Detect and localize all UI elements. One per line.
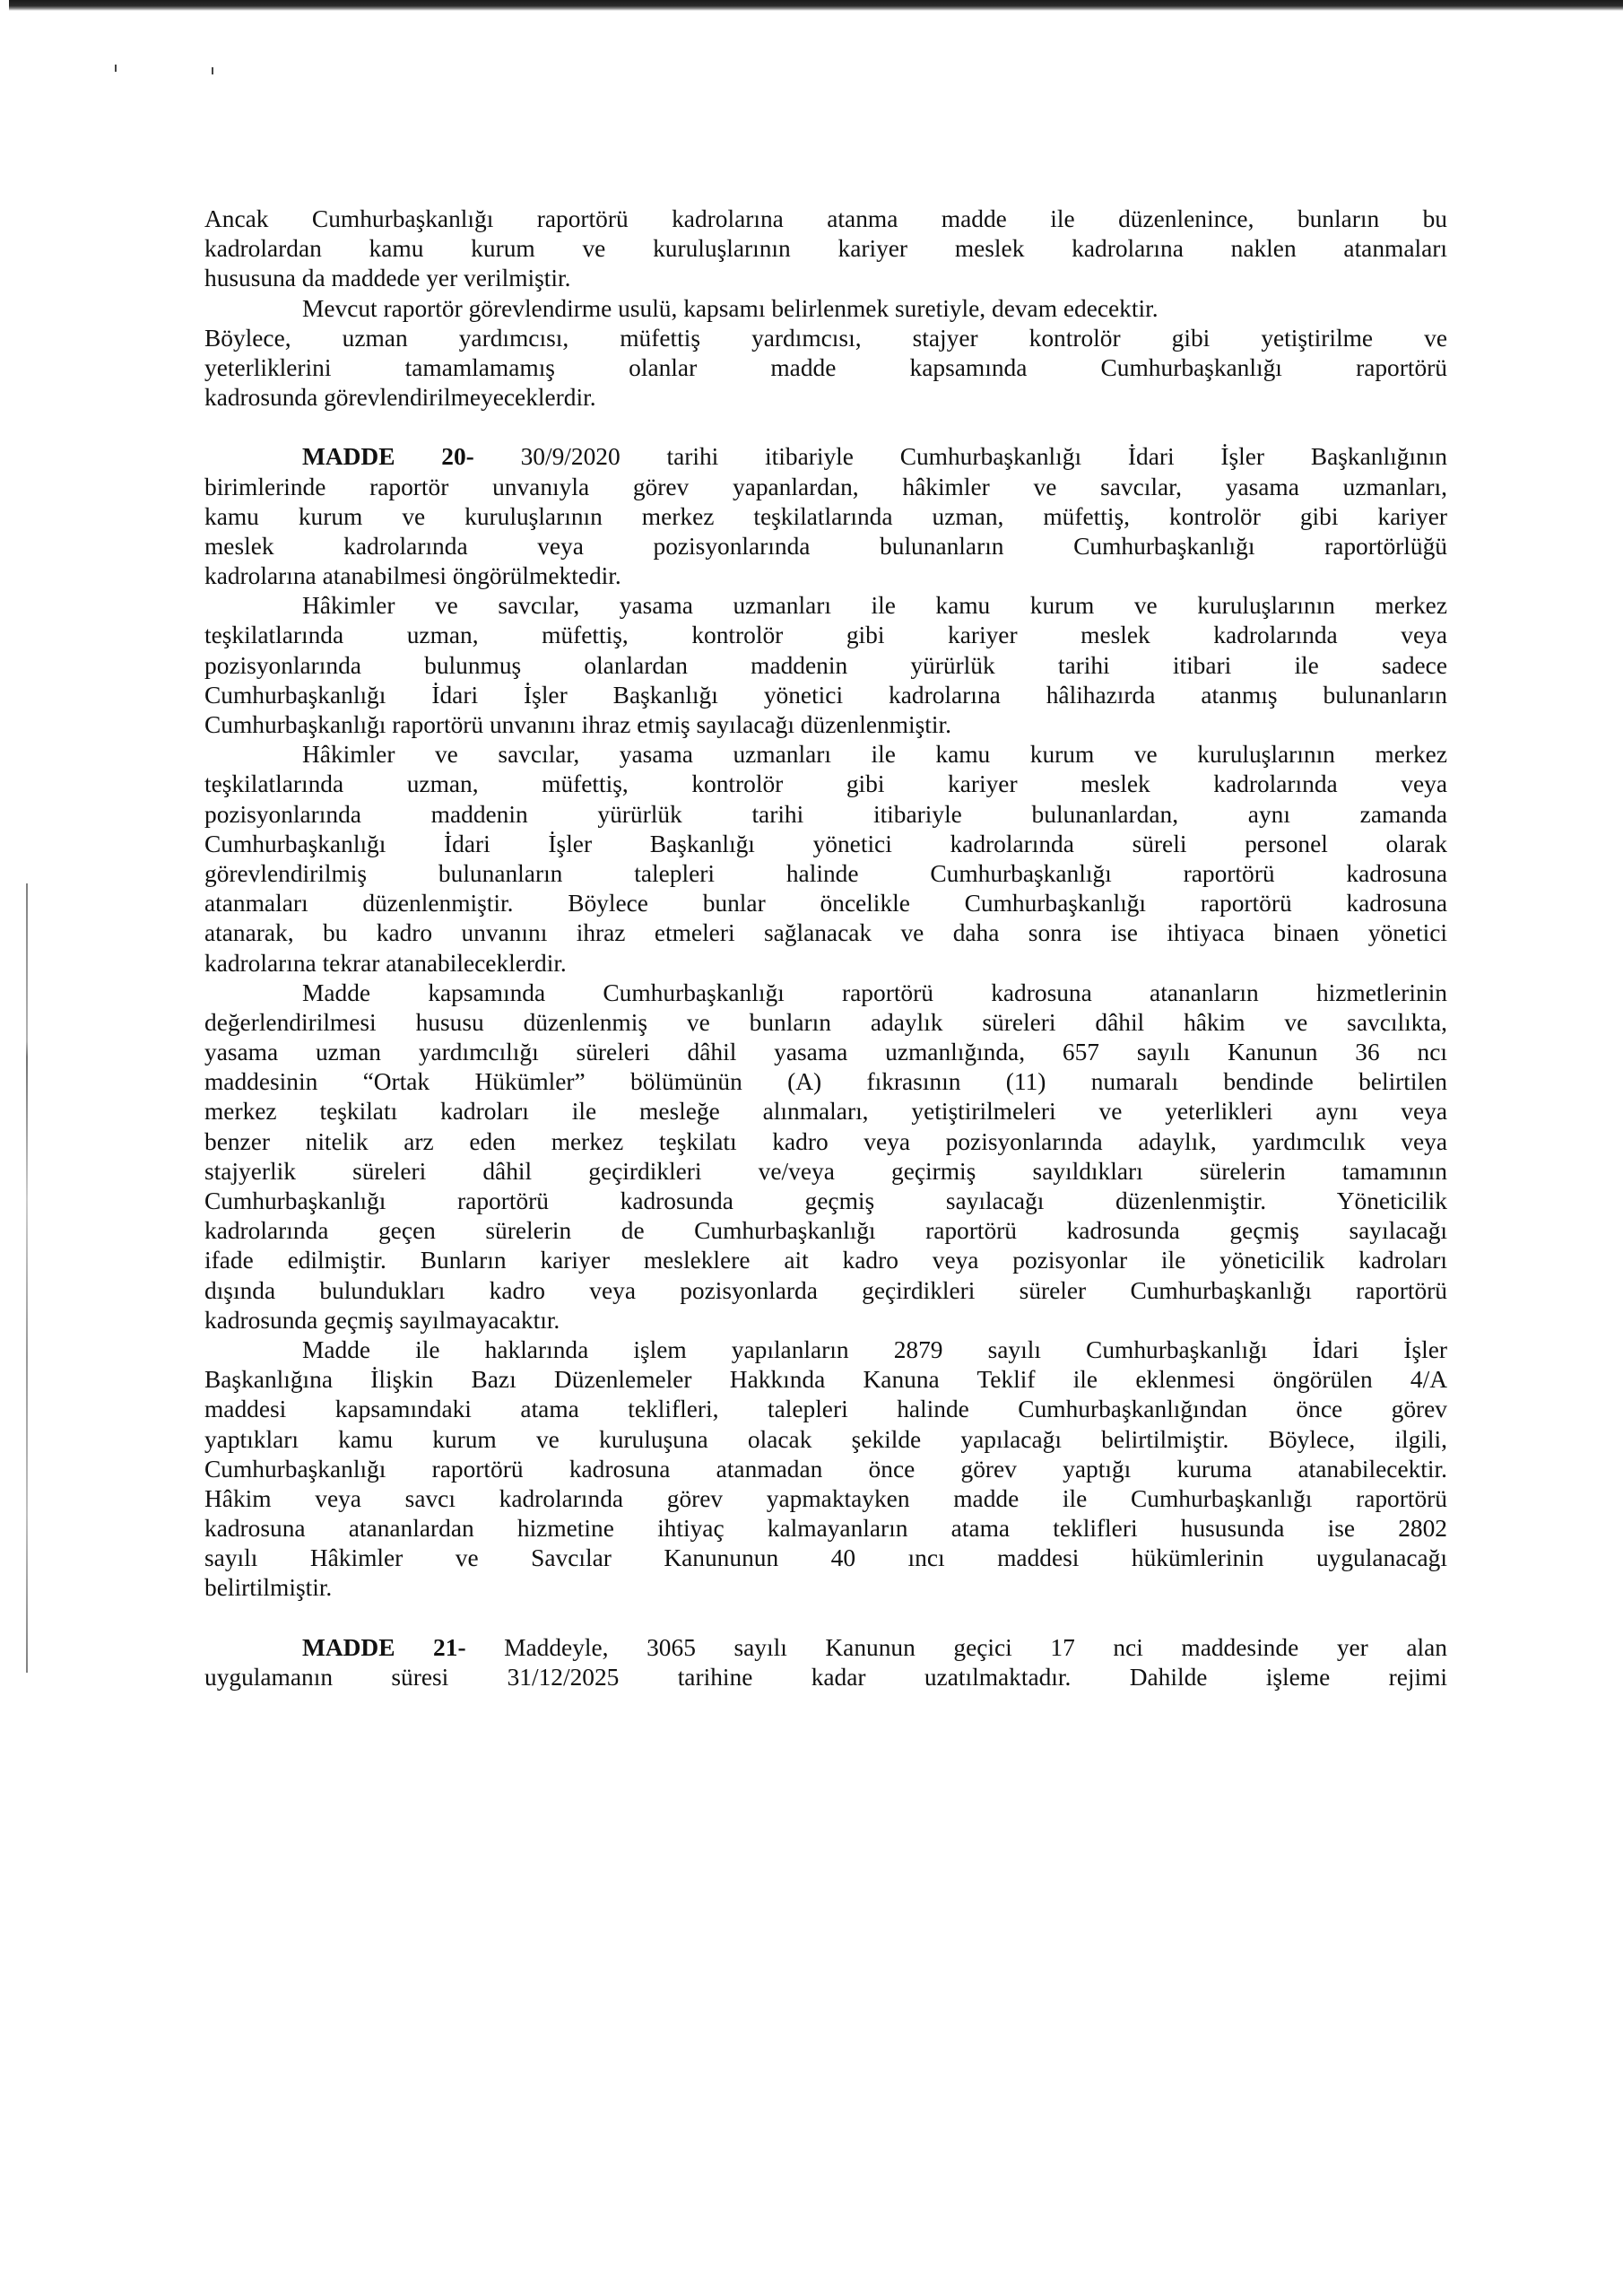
scan-speck: [115, 65, 117, 72]
text-line: Ancak Cumhurbaşkanlığı raportörü kadrolarına atanma madde ile düzenlenince, bunların bu: [204, 205, 1447, 232]
article-heading: MADDE 20-: [302, 443, 474, 471]
text-line: kamu kurum ve kuruluşlarının merkez teşkilatlarında uzman, müfettiş, kontrolör gibi kariyer: [204, 502, 1447, 530]
text-line: teşkilatlarında uzman, müfettiş, kontrolör gibi kariyer meslek kadrolarında veya: [204, 622, 1447, 649]
text-line: Cumhurbaşkanlığı raportörü unvanını ihraz etmiş sayılacağı düzenlenmiştir.: [204, 711, 951, 738]
text-line: dışında bulundukları kadro veya pozisyonlarda geçirdikleri süreler Cumhurbaşkanlığı raportörü: [204, 1276, 1447, 1304]
paragraph-hakimler-sureli-personel: [204, 740, 1447, 978]
paragraph-raportor-kadro-nakil: [204, 204, 1447, 294]
text-line: Cumhurbaşkanlığı raportörü kadrosunda geçmiş sayılacağı düzenlenmiştir. Yöneticilik: [204, 1187, 1447, 1214]
text-line: kadrolarına atanabilmesi öngörülmektedir.: [204, 562, 621, 590]
paragraph-mevcut-raportor: [204, 294, 1447, 324]
text-line: Hâkimler ve savcılar, yasama uzmanları ile kamu kurum ve kuruluşlarının merkez: [302, 592, 1447, 620]
paragraph-atama-teklifleri: [204, 1335, 1447, 1604]
text-line: Cumhurbaşkanlığı İdari İşler Başkanlığı yönetici kadrolarında süreli personel olarak: [204, 830, 1447, 857]
section-gap: [204, 1604, 1447, 1633]
text-line: kadrosuna atananlardan hizmetine ihtiyaç kalmayanların atama teklifleri hususunda ise 2802: [204, 1515, 1447, 1543]
text-line: atanarak, bu kadro unvanını ihraz etmeleri sağlanacak ve daha sonra ise ihtiyaca binaen yönetici: [204, 919, 1447, 947]
text-line: görevlendirilmiş bulunanların talepleri halinde Cumhurbaşkanlığı raportörü kadrosuna: [204, 859, 1447, 887]
paragraph-boylece-uzman-yardimcisi: [204, 324, 1447, 413]
text-line: yasama uzman yardımcılığı süreleri dâhil yasama uzmanlığında, 657 sayılı Kanunun 36 ncı: [204, 1039, 1447, 1066]
text-line: merkez teşkilatı kadroları ile mesleğe alınmaları, yetiştirilmeleri ve yeterlikleri aynı veya: [204, 1098, 1447, 1126]
article-20: [204, 442, 1447, 591]
document-page: [204, 204, 1447, 1692]
scan-speck: [212, 67, 213, 74]
text-line: kadrosunda geçmiş sayılmayacaktır.: [204, 1306, 560, 1334]
text-line: yaptıkları kamu kurum ve kuruluşuna olacak şekilde yapılacağı belirtilmiştir. Böylece, ilgili,: [204, 1425, 1447, 1453]
text-line: yeterliklerini tamamlamamış olanlar madde kapsamında Cumhurbaşkanlığı raportörü: [204, 353, 1447, 381]
text-line: Başkanlığına İlişkin Bazı Düzenlemeler Hakkında Kanuna Teklif ile eklenmesi öngörülen 4/A: [204, 1366, 1447, 1394]
text-line: uygulamanın süresi 31/12/2025 tarihine kadar uzatılmaktadır. Dahilde işleme rejimi: [204, 1663, 1447, 1691]
text-line: teşkilatlarında uzman, müfettiş, kontrolör gibi kariyer meslek kadrolarında veya: [204, 770, 1447, 798]
text-line: meslek kadrolarında veya pozisyonlarında bulunanların Cumhurbaşkanlığı raportörlüğü: [204, 532, 1447, 560]
text-line: sayılı Hâkimler ve Savcılar Kanununun 40 ıncı maddesi hükümlerinin uygulanacağı: [204, 1544, 1447, 1572]
text-line: Böylece, uzman yardımcısı, müfettiş yardımcısı, stajyer kontrolör gibi yetiştirilme ve: [204, 324, 1447, 352]
text-line: Cumhurbaşkanlığı raportörü kadrosuna atanmadan önce görev yaptığı kuruma atanabilecektir.: [204, 1455, 1447, 1483]
scan-edge-shadow: [9, 0, 1623, 11]
scan-margin-line: [26, 883, 28, 1673]
text-line: kadrosunda görevlendirilmeyeceklerdir.: [204, 384, 596, 412]
text-line: kadrolarında geçen sürelerin de Cumhurbaşkanlığı raportörü kadrosunda geçmiş sayılacağı: [204, 1217, 1447, 1245]
text-line: benzer nitelik arz eden merkez teşkilatı kadro veya pozisyonlarında adaylık, yardımcılık veya: [204, 1127, 1447, 1155]
text-line: Madde ile haklarında işlem yapılanların 2879 sayılı Cumhurbaşkanlığı İdari İşler: [302, 1335, 1447, 1363]
text-run: 30/9/2020 tarihi itibariyle Cumhurbaşkanlığı İdari İşler Başkanlığının: [473, 443, 1448, 471]
text-line: atanmaları düzenlenmiştir. Böylece bunlar öncelikle Cumhurbaşkanlığı raportörü kadrosuna: [204, 890, 1447, 918]
text-line: değerlendirilmesi hususu düzenlenmiş ve bunların adaylık süreleri dâhil hâkim ve savcılıkta,: [204, 1008, 1447, 1036]
section-gap: [204, 413, 1447, 442]
text-line: stajyerlik süreleri dâhil geçirdikleri ve/veya geçirmiş sayıldıkları sürelerin tamamının: [204, 1157, 1447, 1185]
text-line: birimlerinde raportör unvanıyla görev yapanlardan, hâkimler ve savcılar, yasama uzmanları,: [204, 473, 1447, 500]
text-line: belirtilmiştir.: [204, 1574, 333, 1602]
text-line: Madde kapsamında Cumhurbaşkanlığı raportörü kadrosuna atananların hizmetlerinin: [302, 978, 1447, 1006]
text-line: [204, 442, 1447, 472]
text-line: hususuna da maddede yer verilmiştir.: [204, 265, 571, 292]
text-line: kadrolarına tekrar atanabileceklerdir.: [204, 949, 567, 977]
text-line: ifade edilmiştir. Bunların kariyer mesleklere ait kadro veya pozisyonlar ile yöneticilik kadroları: [204, 1247, 1447, 1274]
text-line: pozisyonlarında bulunmuş olanlardan maddenin yürürlük tarihi itibari ile sadece: [204, 651, 1447, 679]
text-line: kadrolardan kamu kurum ve kuruluşlarının kariyer meslek kadrolarına naklen atanmaları: [204, 235, 1447, 263]
paragraph-hakimler-yonetici-kadro: [204, 591, 1447, 740]
text-line: maddesinin “Ortak Hükümler” bölümünün (A) fıkrasının (11) numaralı bendinde belirtilen: [204, 1068, 1447, 1096]
text-line: Cumhurbaşkanlığı İdari İşler Başkanlığı yönetici kadrolarına hâlihazırda atanmış bulunanların: [204, 681, 1447, 709]
text-line: pozisyonlarında maddenin yürürlük tarihi itibariyle bulunanlardan, aynı zamanda: [204, 800, 1447, 828]
paragraph-hizmet-degerlendirme: [204, 978, 1447, 1335]
article-21: [204, 1633, 1447, 1692]
text-line: Mevcut raportör görevlendirme usulü, kapsamı belirlenmek suretiyle, devam edecektir.: [302, 294, 1159, 322]
text-run: Maddeyle, 3065 sayılı Kanunun geçici 17 nci maddesinde yer alan: [465, 1633, 1447, 1661]
text-line: [204, 1633, 1447, 1663]
text-line: Hâkimler ve savcılar, yasama uzmanları ile kamu kurum ve kuruluşlarının merkez: [302, 741, 1447, 769]
text-line: maddesi kapsamındaki atama teklifleri, talepleri halinde Cumhurbaşkanlığından önce görev: [204, 1396, 1447, 1423]
text-line: Hâkim veya savcı kadrolarında görev yapmaktayken madde ile Cumhurbaşkanlığı raportörü: [204, 1484, 1447, 1512]
article-heading: MADDE 21-: [302, 1633, 466, 1661]
